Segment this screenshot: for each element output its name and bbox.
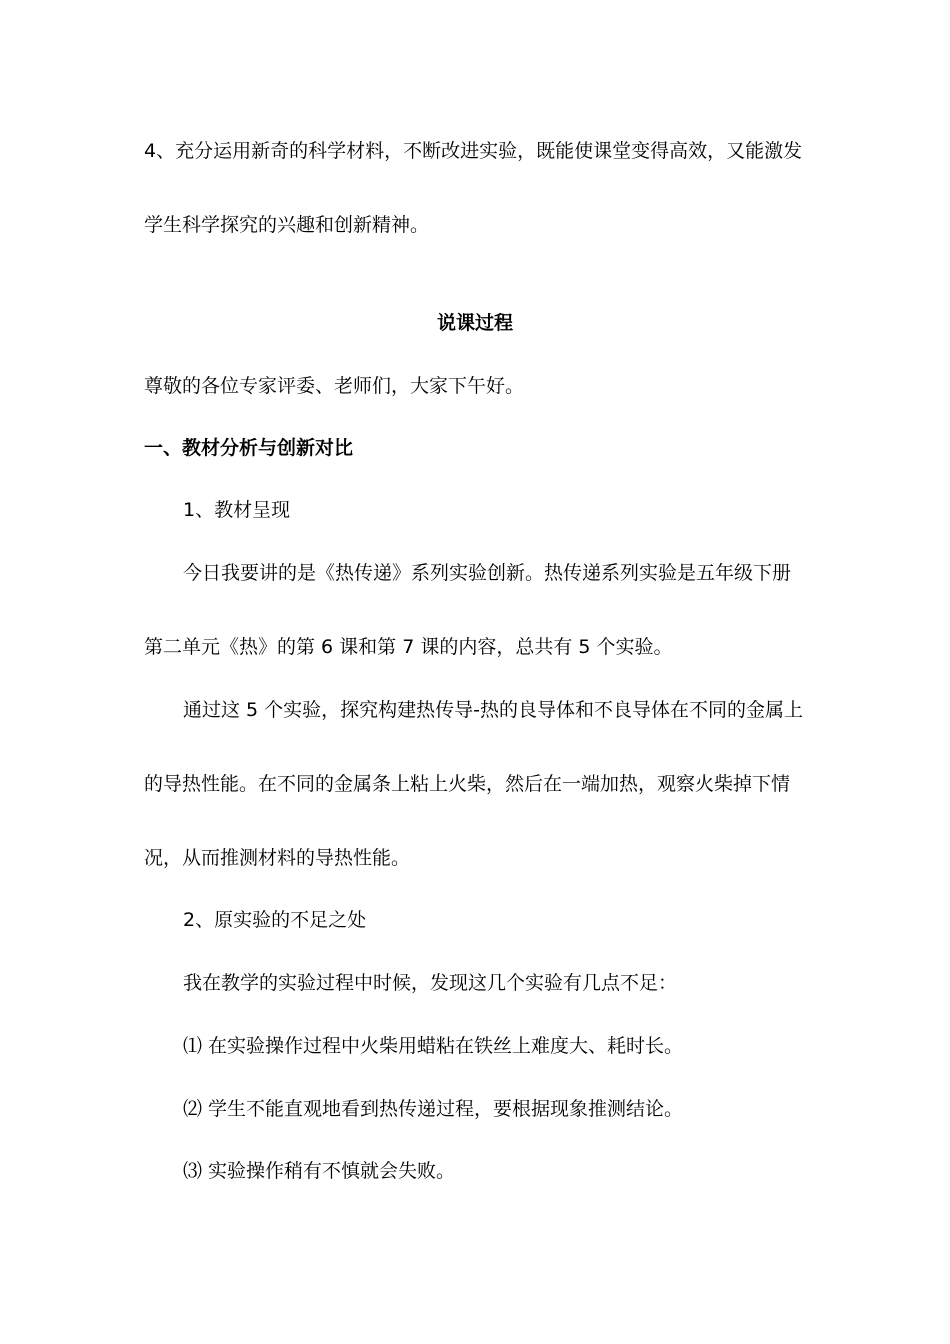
- list-item-1: ⑴ 在实验操作过程中火柴用蜡粘在铁丝上难度大、耗时长。: [183, 1035, 684, 1057]
- paragraph-2-line-1: 通过这 5 个实验，探究构建热传导-热的良导体和不良导体在不同的金属上: [183, 699, 804, 721]
- paragraph-1-line-1: 今日我要讲的是《热传递》系列实验创新。热传递系列实验是五年级下册: [183, 562, 792, 584]
- subheading-shortcomings: 2、原实验的不足之处: [183, 909, 367, 931]
- intro-point4-line2: 学生科学探究的兴趣和创新精神。: [144, 214, 430, 236]
- section-title: 说课过程: [436, 312, 513, 334]
- list-item-2: ⑵ 学生不能直观地看到热传递过程，要根据现象推测结论。: [183, 1098, 684, 1120]
- paragraph-3: 我在教学的实验过程中时候，发现这几个实验有几点不足：: [183, 972, 678, 994]
- paragraph-2-line-3: 况，从而推测材料的导热性能。: [144, 847, 411, 869]
- intro-point4-line1: 4、充分运用新奇的科学材料，不断改进实验，既能使课堂变得高效，又能激发: [144, 140, 803, 162]
- paragraph-1-line-2: 第二单元《热》的第 6 课和第 7 课的内容，总共有 5 个实验。: [144, 636, 673, 658]
- subheading-textbook-presentation: 1、教材呈现: [183, 499, 291, 521]
- list-item-3: ⑶ 实验操作稍有不慎就会失败。: [183, 1160, 456, 1182]
- heading-textbook-analysis: 一、教材分析与创新对比: [144, 437, 354, 459]
- paragraph-2-line-2: 的导热性能。在不同的金属条上粘上火柴，然后在一端加热，观察火柴掉下情: [144, 773, 791, 795]
- greeting-paragraph: 尊敬的各位专家评委、老师们，大家下午好。: [144, 375, 525, 397]
